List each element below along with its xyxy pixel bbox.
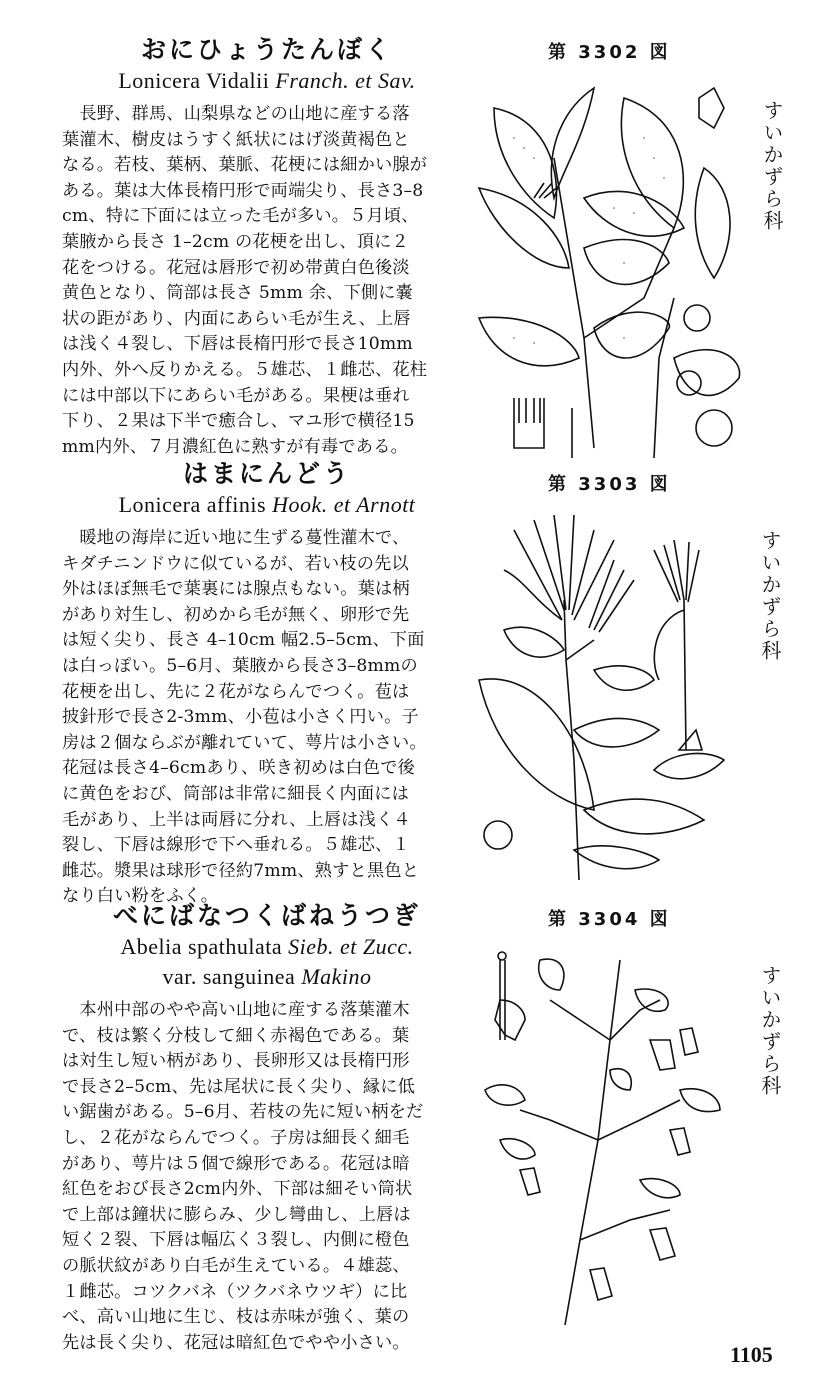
variety-line	[62, 962, 472, 992]
description-line: 短く２裂、下唇は幅広く３裂し、内側に橙色	[62, 1230, 410, 1251]
entry-hamanindou	[62, 458, 472, 910]
description-line: は浅く４裂し、下唇は長楕円形で長さ10mm	[62, 334, 413, 355]
description-line: 先は長く尖り、花冠は暗紅色でやや小さい。	[62, 1332, 410, 1353]
description-line: し、２花がならんでつく。子房は細長く細毛	[62, 1127, 410, 1148]
description-line: １雌芯。コツクバネ（ツクバネウツギ）に比	[62, 1281, 408, 1302]
description-line: なり白い粉をふく。	[62, 886, 219, 907]
description-line: 葉灌木、樹皮はうすく紙状にはげ淡黄褐色と	[62, 129, 410, 150]
entry-benibanatsukubaneutsugi	[62, 900, 472, 1356]
description-line: 毛があり、上半は両唇に分れ、上唇は浅く４	[62, 809, 411, 830]
description-line: 葉腋から長さ 1–2cm の花梗を出し、頂に２	[62, 231, 409, 252]
japanese-name: べにばなつくばねうつぎ	[112, 901, 421, 930]
variety: var. sanguinea	[162, 964, 296, 989]
scientific-name: Abelia spathulata	[120, 934, 283, 959]
authority: Sieb. et Zucc.	[288, 934, 414, 959]
scientific-name: Lonicera Vidalii	[118, 68, 270, 93]
description-line: 黄色となり、筒部は長さ 5mm 余、下側に嚢	[62, 283, 414, 304]
authority: Hook. et Arnott	[272, 492, 416, 517]
description-line: 下り、２果は下半で癒合し、マユ形で横径15	[62, 411, 415, 432]
family-label: すいかずら科	[760, 100, 784, 232]
description-line: 暖地の海岸に近い地に生ずる蔓性灌木で、	[62, 528, 410, 548]
description-line: なる。若枝、葉柄、葉脈、花梗には細かい腺が	[62, 155, 428, 176]
description-line: には中部以下にあらい毛がある。果梗は垂れ	[62, 385, 410, 406]
description-line: 本州中部のやや高い山地に産する落葉灌木	[62, 1000, 410, 1020]
description-line: キダチニンドウに似ているが、若い枝の先以	[62, 553, 409, 574]
scientific-name-line	[62, 932, 472, 962]
description-line: で長さ2–5cm、先は尾状に長く尖り、縁に低	[62, 1076, 415, 1097]
description-line: ある。葉は大体長楕円形で両端尖り、長さ3–8	[62, 180, 424, 201]
description-line: 状の距があり、内面にあらい毛が生え、上唇	[62, 308, 411, 329]
description-line: は白っぽい。5–6月、葉腋から長さ3–8mmの	[62, 655, 418, 676]
description-line: 花をつける。花冠は唇形で初め帯黄白色後淡	[62, 257, 410, 278]
entry-onihyoutanboku	[62, 34, 472, 460]
description-line: mm内外、７月濃紅色に熟すが有毒である。	[62, 436, 408, 457]
description	[62, 526, 472, 910]
description-line: 内外、外へ反りかえる。５雄芯、１雌芯、花柱	[62, 359, 428, 380]
description-line: 花冠は長さ4–6cmあり、咲き初めは白色で後	[62, 758, 415, 779]
description-line: 房は２個ならぶが離れていて、萼片は小さい。	[62, 732, 427, 753]
japanese-name: おにひょうたんぼく	[140, 35, 393, 64]
page-number: 1105	[730, 1342, 773, 1367]
authority: Franch. et Sav.	[275, 68, 416, 93]
description-line: べ、高い山地に生じ、枝は赤味が強く、葉の	[62, 1307, 410, 1328]
description-line: 裂し、下唇は線形で下へ垂れる。５雄芯、１	[62, 835, 410, 856]
description-line: があり、萼片は５個で線形である。花冠は暗	[62, 1153, 410, 1174]
description-line: は対生し短い柄があり、長卵形又は長楕円形	[62, 1051, 410, 1072]
botanical-illustration-abelia-spathulata	[480, 940, 750, 1330]
description-line: で上部は鐘状に膨らみ、少し彎曲し、上唇は	[62, 1204, 411, 1225]
family-label: すいかずら科	[758, 530, 782, 662]
family-label: すいかずら科	[758, 965, 782, 1097]
description-line: 雌芯。漿果は球形で径約7mm、熟すと黒色と	[62, 860, 420, 881]
description-line: 花梗を出し、先に２花がならんでつく。苞は	[62, 681, 410, 702]
description-line: 長野、群馬、山梨県などの山地に産する落	[62, 104, 410, 124]
variety-authority: Makino	[301, 964, 372, 989]
description-line: cm、特に下面には立った毛が多い。５月頃、	[62, 206, 419, 227]
description-line: い鋸歯がある。5–6月、若枝の先に短い柄をだ	[62, 1102, 424, 1123]
scientific-name: Lonicera affinis	[118, 492, 267, 517]
botanical-illustration-lonicera-affinis	[474, 510, 744, 890]
figure-label: 第 3303 図	[548, 474, 671, 495]
description	[62, 102, 472, 460]
description	[62, 998, 472, 1356]
description-line: 外はほぼ無毛で葉裏には腺点もない。葉は柄	[62, 579, 410, 600]
description-line: に黄色をおび、筒部は非常に細長く内面には	[62, 783, 410, 804]
description-line: 紅色をおび長さ2cm内外、下部は細そい筒状	[62, 1179, 413, 1200]
figure-label: 第 3302 図	[548, 42, 671, 63]
description-line: は短く尖り、長さ 4–10cm 幅2.5–5cm、下面	[62, 630, 425, 651]
botanical-illustration-lonicera-vidalii	[474, 78, 744, 458]
japanese-name: はまにんどう	[182, 459, 351, 488]
description-line: で、枝は繁く分枝して細く赤褐色である。葉	[62, 1025, 410, 1046]
figure-label: 第 3304 図	[548, 909, 671, 930]
description-line: 披針形で長さ2-3mm、小苞は小さく円い。子	[62, 707, 419, 728]
scientific-name-line	[62, 66, 472, 96]
description-line: の脈状紋があり白毛が生えている。４雄蕊、	[62, 1255, 410, 1276]
description-line: があり対生し、初めから毛が無く、卵形で先	[62, 604, 410, 625]
scientific-name-line	[62, 490, 472, 520]
